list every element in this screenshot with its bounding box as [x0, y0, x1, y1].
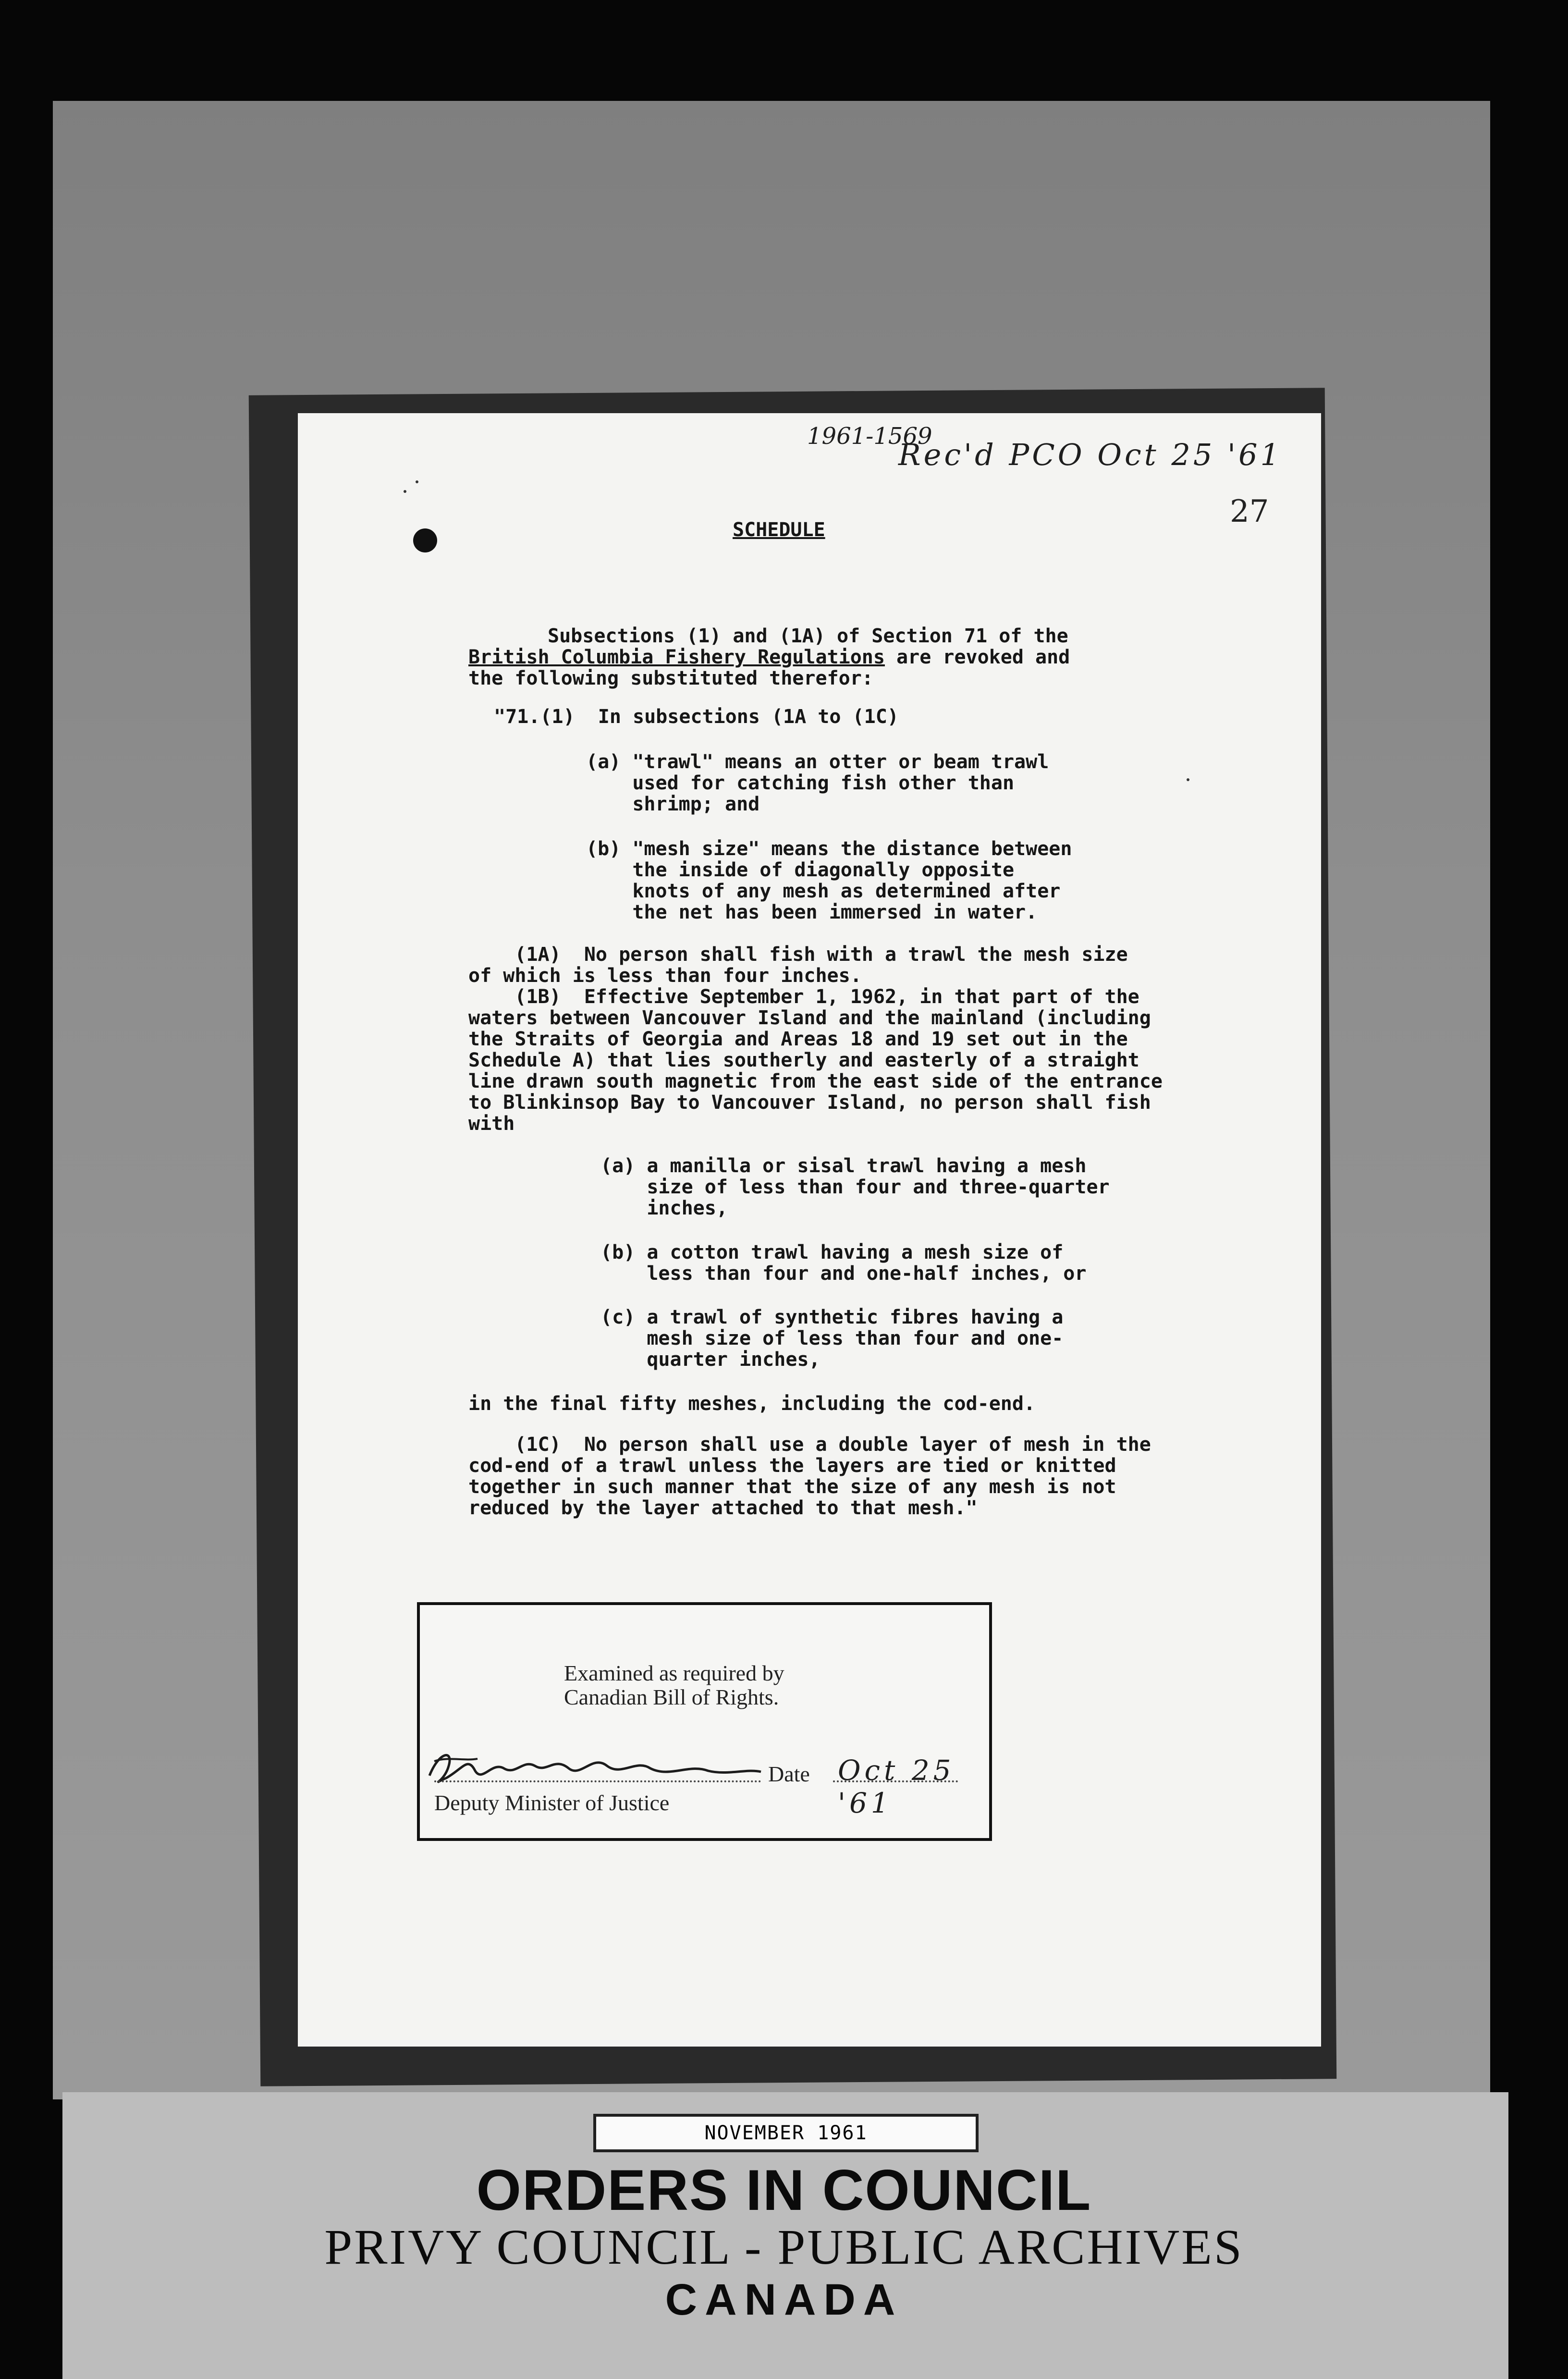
- signature-line: [434, 1780, 761, 1782]
- stamp-date-handwritten: Oct 25 '61: [838, 1754, 955, 1819]
- final-meshes-line: in the final fifty meshes, including the cod-end.: [468, 1393, 1036, 1415]
- paragraph-1b-line: Schedule A) that lies southerly and easterly of a straight: [468, 1049, 1139, 1071]
- item-c-line: quarter inches,: [600, 1349, 821, 1371]
- archive-line-canada: CANADA: [665, 2275, 903, 2324]
- paragraph-1c-line: (1C) No person shall use a double layer of mesh in the: [468, 1434, 1151, 1456]
- archive-line-orders: ORDERS IN COUNCIL: [476, 2158, 1092, 2222]
- schedule-title: SCHEDULE: [733, 519, 825, 541]
- archive-date-box: NOVEMBER 1961: [593, 2114, 979, 2152]
- definition-b-line: the net has been immersed in water.: [586, 901, 1038, 923]
- item-b-line: less than four and one-half inches, or: [600, 1263, 1087, 1285]
- item-a-line: inches,: [600, 1197, 728, 1219]
- paragraph-1b-line: line drawn south magnetic from the east side of the entrance: [468, 1070, 1163, 1092]
- intro-line-3: the following substituted therefor:: [468, 667, 873, 689]
- document-page: [298, 413, 1321, 2047]
- paragraph-1b-line: to Blinkinsop Bay to Vancouver Island, no person shall fish: [468, 1091, 1151, 1114]
- definition-a-line: shrimp; and: [586, 793, 760, 815]
- item-c-line: mesh size of less than four and one-: [600, 1327, 1064, 1349]
- signature-icon: [420, 1742, 766, 1790]
- paragraph-1c-line: cod-end of a trawl unless the layers are tied or knitted: [468, 1455, 1116, 1477]
- regulations-name: British Columbia Fishery Regulations: [468, 646, 885, 668]
- paragraph-1c-line: reduced by the layer attached to that mesh.": [468, 1497, 978, 1519]
- paragraph-1c-line: together in such manner that the size of any mesh is not: [468, 1476, 1116, 1498]
- paragraph-1b-line: the Straits of Georgia and Areas 18 and 19 set out in the: [468, 1028, 1128, 1050]
- definition-b-line: knots of any mesh as determined after: [586, 880, 1061, 902]
- definition-b-line: the inside of diagonally opposite: [586, 859, 1015, 881]
- paragraph-1a-line: (1A) No person shall fish with a trawl the mesh size: [468, 944, 1128, 966]
- punch-hole: [413, 528, 437, 552]
- paragraph-1a-line: of which is less than four inches.: [468, 965, 862, 987]
- definition-a-line: (a) "trawl" means an otter or beam trawl: [586, 751, 1049, 773]
- definition-a-line: used for catching fish other than: [586, 772, 1015, 794]
- date-label: Date: [768, 1762, 810, 1786]
- bill-of-rights-stamp: [417, 1602, 992, 1841]
- paragraph-1b-line: with: [468, 1113, 515, 1135]
- section-71-1: "71.(1) In subsections (1A to (1C): [494, 706, 899, 728]
- speck: [404, 490, 406, 493]
- page-number: 27: [1230, 494, 1269, 529]
- signatory-title: Deputy Minister of Justice: [434, 1790, 670, 1815]
- stamp-line-2: Canadian Bill of Rights.: [564, 1685, 779, 1709]
- item-a-line: (a) a manilla or sisal trawl having a mesh: [600, 1155, 1087, 1177]
- item-b-line: (b) a cotton trawl having a mesh size of: [600, 1241, 1064, 1263]
- handwritten-file-number: 1961-1569: [807, 423, 932, 450]
- stamp-line-1: Examined as required by: [564, 1661, 784, 1685]
- item-c-line: (c) a trawl of synthetic fibres having a: [600, 1306, 1064, 1328]
- speck: [1187, 778, 1189, 781]
- paragraph-1b-line: (1B) Effective September 1, 1962, in that part of the: [468, 986, 1139, 1008]
- handwritten-received-note: Rec'd PCO Oct 25 '61: [898, 437, 1282, 472]
- intro-line-2-rest: are revoked and: [884, 646, 1070, 668]
- archive-line-privy-council: PRIVY COUNCIL - PUBLIC ARCHIVES: [324, 2220, 1244, 2275]
- paragraph-1b-line: waters between Vancouver Island and the mainland (including: [468, 1007, 1151, 1029]
- definition-b-line: (b) "mesh size" means the distance between: [586, 838, 1072, 860]
- item-a-line: size of less than four and three-quarter: [600, 1176, 1110, 1198]
- intro-line-1: Subsections (1) and (1A) of Section 71 of the: [548, 625, 1068, 647]
- intro-line-2: [468, 647, 1070, 668]
- speck: [416, 480, 418, 483]
